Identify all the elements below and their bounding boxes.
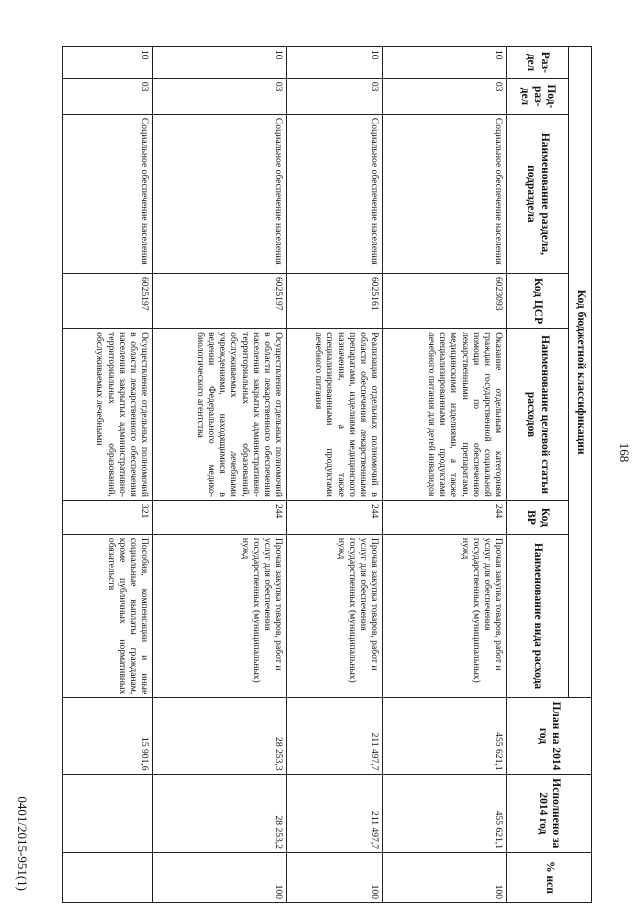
header-vr-name: Наименование вида расхода [507, 534, 569, 697]
table-row [383, 47, 507, 903]
cell-target-name: Осуществление отдельных полномочий в области лекарственного обеспечения населения закрытых административно-территориальных образований, обслуживаемых лечебными учреждениями, находящимися в ведении Федерального медико-биологического агентства [153, 329, 287, 501]
cell-percent: 100 [383, 853, 507, 903]
cell-podrazdel: 03 [287, 78, 383, 114]
cell-vr-name: Прочая закупка товаров, работ и услуг для обеспечения государственных (муниципальных) нужд [383, 534, 507, 697]
header-target-name: Наименование целевой статьи расходов [507, 329, 569, 501]
cell-vr: 244 [383, 500, 507, 534]
cell-plan: 15 901,6 [63, 698, 153, 774]
cell-target-name [63, 329, 153, 501]
cell-percent [63, 853, 153, 903]
table-row [287, 47, 383, 903]
cell-razdel: 10 [287, 47, 383, 79]
cell-csr: 6025197 [63, 273, 153, 328]
cell-csr: 6023093 [383, 273, 507, 328]
document-code: 0401/2015-951(1) [15, 796, 30, 891]
cell-target-name: Реализация отдельных полномочий в области обеспечения лекарственными препаратами, изделиями медицинского назначения, а также специализированными продуктами лечебного питания [287, 329, 383, 501]
header-section-name: Наименование раздела, подраздела [507, 114, 569, 273]
cell-razdel: 10 [153, 47, 287, 79]
cell-vr: 244 [287, 500, 383, 534]
cell-plan: 455 621,1 [383, 698, 507, 774]
cell-target-name: Оказание отдельным категориям граждан государственной социальной помощи по обеспечению лекарственными препаратами, медицинскими изделиями, а также специализированными продуктами лечебного питания для детей инвалидов [383, 329, 507, 501]
cell-section-name: Социальное обеспечение населения [287, 114, 383, 273]
header-csr: Код ЦСР [507, 273, 569, 328]
cell-razdel: 10 [383, 47, 507, 79]
cell-percent: 100 [287, 853, 383, 903]
header-razdel: Раз-дел [507, 47, 569, 79]
cell-csr: 6025161 [287, 273, 383, 328]
cell-plan: 28 253,3 [153, 698, 287, 774]
cell-executed: 28 253,2 [153, 774, 287, 852]
table-row [153, 47, 287, 903]
cell-podrazdel: 03 [383, 78, 507, 114]
header-plan: План на 2014 год [507, 698, 592, 774]
cell-podrazdel: 03 [63, 78, 153, 114]
cell-vr: 244 [153, 500, 287, 534]
header-vr: Код ВР [507, 500, 569, 534]
cell-section-name: Социальное обеспечение населения [383, 114, 507, 273]
cell-plan: 211 497,7 [287, 698, 383, 774]
header-executed: Исполнено за 2014 год [507, 774, 592, 852]
cell-section-name: Социальное обеспечение населения [63, 114, 153, 273]
table-row [63, 47, 153, 903]
cell-vr-name: Прочая закупка товаров, работ и услуг для обеспечения государственных (муниципальных) нужд [287, 534, 383, 697]
header-percent: % исп [507, 853, 592, 903]
cell-vr-name: Пособия, компенсации и иные социальные выплаты гражданам, кроме публичных нормативных обязательств [63, 534, 153, 697]
cell-executed: 211 497,7 [287, 774, 383, 852]
header-podrazdel: Под-раз-дел [507, 78, 569, 114]
cell-vr: 321 [63, 500, 153, 534]
page-number: 168 [617, 442, 632, 463]
cell-percent: 100 [153, 853, 287, 903]
cell-podrazdel: 03 [153, 78, 287, 114]
cell-section-name: Социальное обеспечение населения [153, 114, 287, 273]
budget-table [62, 46, 592, 903]
cell-vr-name: Прочая закупка товаров, работ и услуг для обеспечения государственных (муниципальных) нужд [153, 534, 287, 697]
cell-target-name-text: Осуществление отдельных полномочий в области лекарственного обеспечения населения закрытых административно-территориальных образований, обслуживаемых лечебными [94, 332, 150, 497]
cell-razdel: 10 [63, 47, 153, 79]
cell-executed [63, 774, 153, 852]
header-budget-classification: Код бюджетной классификации [569, 47, 592, 698]
cell-csr: 6025197 [153, 273, 287, 328]
cell-executed: 455 621,1 [383, 774, 507, 852]
